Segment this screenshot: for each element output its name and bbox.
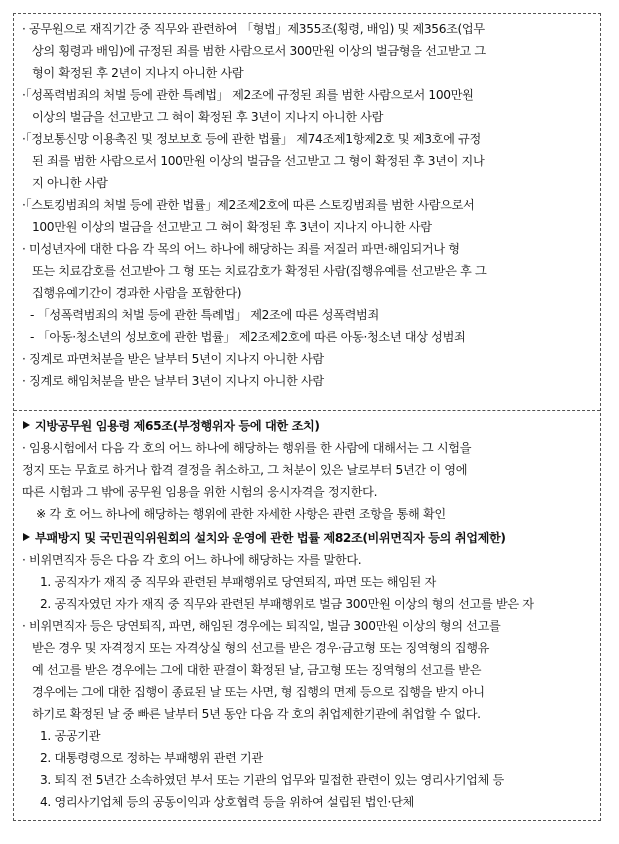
text-line: ·「성폭력범죄의 처벌 등에 관한 특례법」 제2조에 규정된 죄를 범한 사람으로서 100만원 — [22, 88, 474, 102]
text-line: · 미성년자에 대한 다음 각 목의 어느 하나에 해당하는 죄를 저질러 파면·해임되거나 형 — [22, 242, 460, 256]
text-line: 또는 치료감호를 선고받아 그 형 또는 치료감호가 확정된 사람(집행유예를 선고받은 후 그 — [32, 264, 487, 278]
text-line: · 징계로 해임처분을 받은 날부터 3년이 지나지 아니한 사람 — [22, 374, 324, 388]
text-line: 2. 대통령령으로 정하는 부패행위 관련 기관 — [40, 751, 263, 765]
text-line: 이상의 벌금을 선고받고 그 혀이 확정된 후 3년이 지나지 아니한 사람 — [32, 110, 384, 124]
list-item — [22, 370, 596, 392]
list-item — [22, 84, 596, 128]
paragraph — [22, 549, 596, 813]
text-line: - 「아동·청소년의 성보호에 관한 법률」 제2조제2호에 따른 아동·청소년 대상 성범죄 — [30, 330, 466, 344]
text-line: 정지 또는 무효로 하거나 합격 결정을 취소하고, 그 처분이 있은 날로부터 5년간 이 영에 — [22, 463, 468, 477]
text-line: ·「정보통신망 이용촉진 및 정보보호 등에 관한 법률」 제74조제1항제2호 및 제3호에 규정 — [22, 132, 481, 146]
text-line: 2. 공직자였던 자가 재직 중 직무와 관련된 부패행위로 벌금 300만원 이상의 형의 선고를 받은 자 — [40, 597, 534, 611]
triangle-bullet-icon — [23, 533, 30, 541]
text-line: 받은 경우 및 자격정지 또는 자격상실 형의 선고를 받은 경우·금고형 또는 징역형의 집행유 — [32, 641, 490, 655]
text-line: 된 죄를 범한 사람으로서 100만원 이상의 벌금을 선고받고 그 형이 확정된 후 3년이 지나 — [32, 154, 485, 168]
text-line: · 징계로 파면처분을 받은 날부터 5년이 지나지 아니한 사람 — [22, 352, 324, 366]
text-line: 4. 영리사기업체 등의 공동이익과 상호협력 등을 위하여 설립된 법인·단체 — [40, 795, 414, 809]
list-item — [22, 194, 596, 238]
text-line: 하기로 확정된 날 중 빠른 날부터 5년 동안 다음 각 호의 취업제한기관에 취업할 수 없다. — [32, 707, 481, 721]
disqualification-list — [14, 14, 600, 410]
text-line: · 공무원으로 재직기간 중 직무와 관련하여 「형법」제355조(횡령, 배임) 및 제356조(업무 — [22, 22, 485, 36]
section-heading — [22, 527, 596, 549]
text-line: 예 선고를 받은 경우에는 그에 대한 판결이 확정된 날, 금고형 또는 징역형의 선고를 받은 — [32, 663, 482, 677]
list-item — [22, 128, 596, 194]
text-line: - 「성폭력범죄의 처벌 등에 관한 특례법」 제2조에 따른 성폭력범죄 — [30, 308, 379, 322]
triangle-bullet-icon — [23, 421, 30, 429]
text-line: · 비위면직자 등은 다음 각 호의 어느 하나에 해당하는 자를 말한다. — [22, 553, 362, 567]
text-line: 1. 공직자가 재직 중 직무와 관련된 부패행위로 당연퇴직, 파면 또는 해임된 자 — [40, 575, 436, 589]
text-line: ·「스토킹범죄의 처벌 등에 관한 법률」제2조제2호에 따른 스토킹범죄를 범한 사람으로서 — [22, 198, 475, 212]
list-item — [22, 348, 596, 370]
text-line: 1. 공공기관 — [40, 729, 101, 743]
text-line: 3. 퇴직 전 5년간 소속하였던 부서 또는 기관의 업무와 밀접한 관련이 있는 영리사기업체 등 — [40, 773, 504, 787]
text-line: 경우에는 그에 대한 집행이 종료된 날 또는 사면, 형 집행의 면제 등으로 집행을 받지 아니 — [32, 685, 485, 699]
text-line: 형이 확정된 후 2년이 지나지 아니한 사람 — [32, 66, 244, 80]
list-item — [22, 238, 596, 304]
regulations-section — [14, 411, 600, 821]
text-line: 100만원 이상의 벌금을 선고받고 그 혀이 확정된 후 3년이 지나지 아니한 사람 — [32, 220, 432, 234]
document-box — [13, 13, 601, 821]
sub-item — [30, 326, 596, 348]
text-line: 상의 횡령과 배임)에 규정된 죄를 범한 사람으로서 300만원 이상의 벌금형을 선고받고 그 — [32, 44, 486, 58]
text-line: · 비위면직자 등은 당연퇴직, 파면, 해임된 경우에는 퇴직일, 벌금 300만원 이상의 형의 선고를 — [22, 619, 501, 633]
text-line: 지 아니한 사람 — [32, 176, 108, 190]
note-line: ※ 각 호 어느 하나에 해당하는 행위에 관한 자세한 사항은 관련 조항을 통해 확인 — [36, 507, 446, 521]
heading-text: 부패방지 및 국민권익위원회의 설치와 운영에 관한 법률 제82조(비위면직자 등의 취업제한) — [35, 531, 506, 545]
text-line: 집행유예기간이 경과한 사람을 포함한다) — [32, 286, 242, 300]
text-line: 따른 시험과 그 밖에 공무원 임용을 위한 시험의 응시자격을 정지한다. — [22, 485, 378, 499]
text-line: · 임용시험에서 다음 각 호의 어느 하나에 해당하는 행위를 한 사람에 대해서는 그 시험을 — [22, 441, 472, 455]
list-item — [22, 18, 596, 84]
sub-item — [30, 304, 596, 326]
section-heading — [22, 415, 596, 437]
paragraph — [22, 437, 596, 525]
heading-text: 지방공무원 임용령 제65조(부정행위자 등에 대한 조치) — [35, 419, 320, 433]
